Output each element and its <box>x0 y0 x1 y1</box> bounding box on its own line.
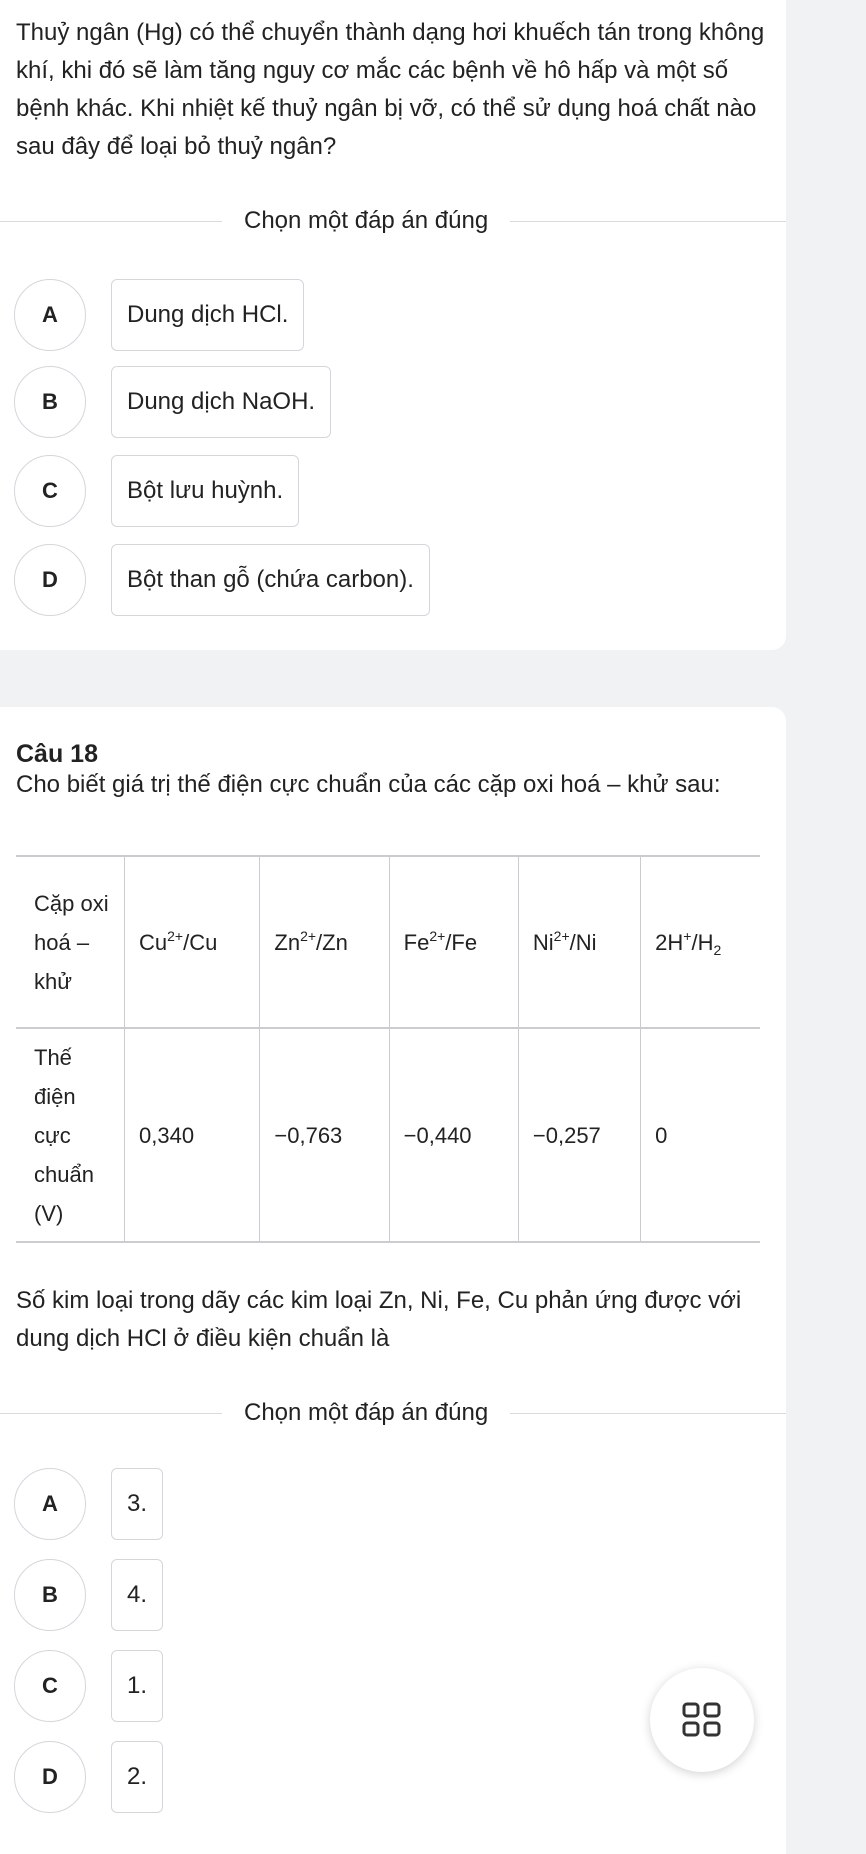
q18-option-c-letter[interactable]: C <box>14 1650 86 1722</box>
q18-option-d-letter[interactable]: D <box>14 1741 86 1813</box>
q18-option-d[interactable]: 2. <box>111 1741 163 1813</box>
question-17-text: Thuỷ ngân (Hg) có thể chuyển thành dạng hơi khuếch tán trong không khí, khi đó sẽ làm tăng nguy cơ mắc các bệnh về hô hấp và một số bệnh khác. Khi nhiệt kế thuỷ ngân bị vỡ, có thể sử dụng hoá chất nào sau đây để loại bỏ thuỷ ngân? <box>16 19 765 160</box>
q17-option-d[interactable]: Bột than gỗ (chứa carbon). <box>111 544 430 616</box>
table-row <box>16 856 760 1028</box>
question-18-text: Số kim loại trong dãy các kim loại Zn, Ni, Fe, Cu phản ứng được với dung dịch HCl ở điều kiện chuẩn là <box>16 1287 742 1352</box>
q18-option-a[interactable]: 3. <box>111 1468 163 1540</box>
couple-cell: $2H^+/H_2$ <box>641 856 760 1028</box>
potential-cell: −0,763 <box>260 1028 389 1242</box>
choose-answer-divider <box>0 206 786 236</box>
row-header-potential: Thế điện cực chuẩn (V) <box>16 1028 125 1242</box>
question-17-card <box>0 0 786 650</box>
question-grid-button[interactable] <box>650 1668 754 1772</box>
q18-option-c[interactable]: 1. <box>111 1650 163 1722</box>
grid-menu-icon <box>682 1702 722 1738</box>
choose-answer-divider <box>0 1398 786 1428</box>
potential-cell: −0,440 <box>389 1028 518 1242</box>
q17-option-c[interactable]: Bột lưu huỳnh. <box>111 455 299 527</box>
row-header-couple: Cặp oxi hoá – khử <box>16 856 125 1028</box>
q17-option-a-letter[interactable]: A <box>14 279 86 351</box>
q18-option-b[interactable]: 4. <box>111 1559 163 1631</box>
couple-cell: $Cu^{2+}/Cu$ <box>125 856 260 1028</box>
couple-cell: $Ni^{2+}/Ni$ <box>518 856 640 1028</box>
potential-cell: 0 <box>641 1028 760 1242</box>
choose-answer-label: Chọn một đáp án đúng <box>244 1399 489 1426</box>
q18-option-a-letter[interactable]: A <box>14 1468 86 1540</box>
q17-option-d-letter[interactable]: D <box>14 544 86 616</box>
q18-option-b-letter[interactable]: B <box>14 1559 86 1631</box>
couple-cell: $Fe^{2+}/Fe$ <box>389 856 518 1028</box>
potential-cell: −0,257 <box>518 1028 640 1242</box>
choose-answer-label: Chọn một đáp án đúng <box>244 207 489 234</box>
q17-option-c-letter[interactable]: C <box>14 455 86 527</box>
couple-cell: $Zn^{2+}/Zn$ <box>260 856 389 1028</box>
question-18-title: Câu 18 <box>16 740 98 768</box>
table-row <box>16 1028 760 1242</box>
question-18-intro: Cho biết giá trị thế điện cực chuẩn của các cặp oxi hoá – khử sau: <box>16 771 721 798</box>
potential-cell: 0,340 <box>125 1028 260 1242</box>
electrode-potential-table <box>16 855 760 1243</box>
q17-option-b-letter[interactable]: B <box>14 366 86 438</box>
q17-option-a[interactable]: Dung dịch HCl. <box>111 279 304 351</box>
q17-option-b[interactable]: Dung dịch NaOH. <box>111 366 331 438</box>
